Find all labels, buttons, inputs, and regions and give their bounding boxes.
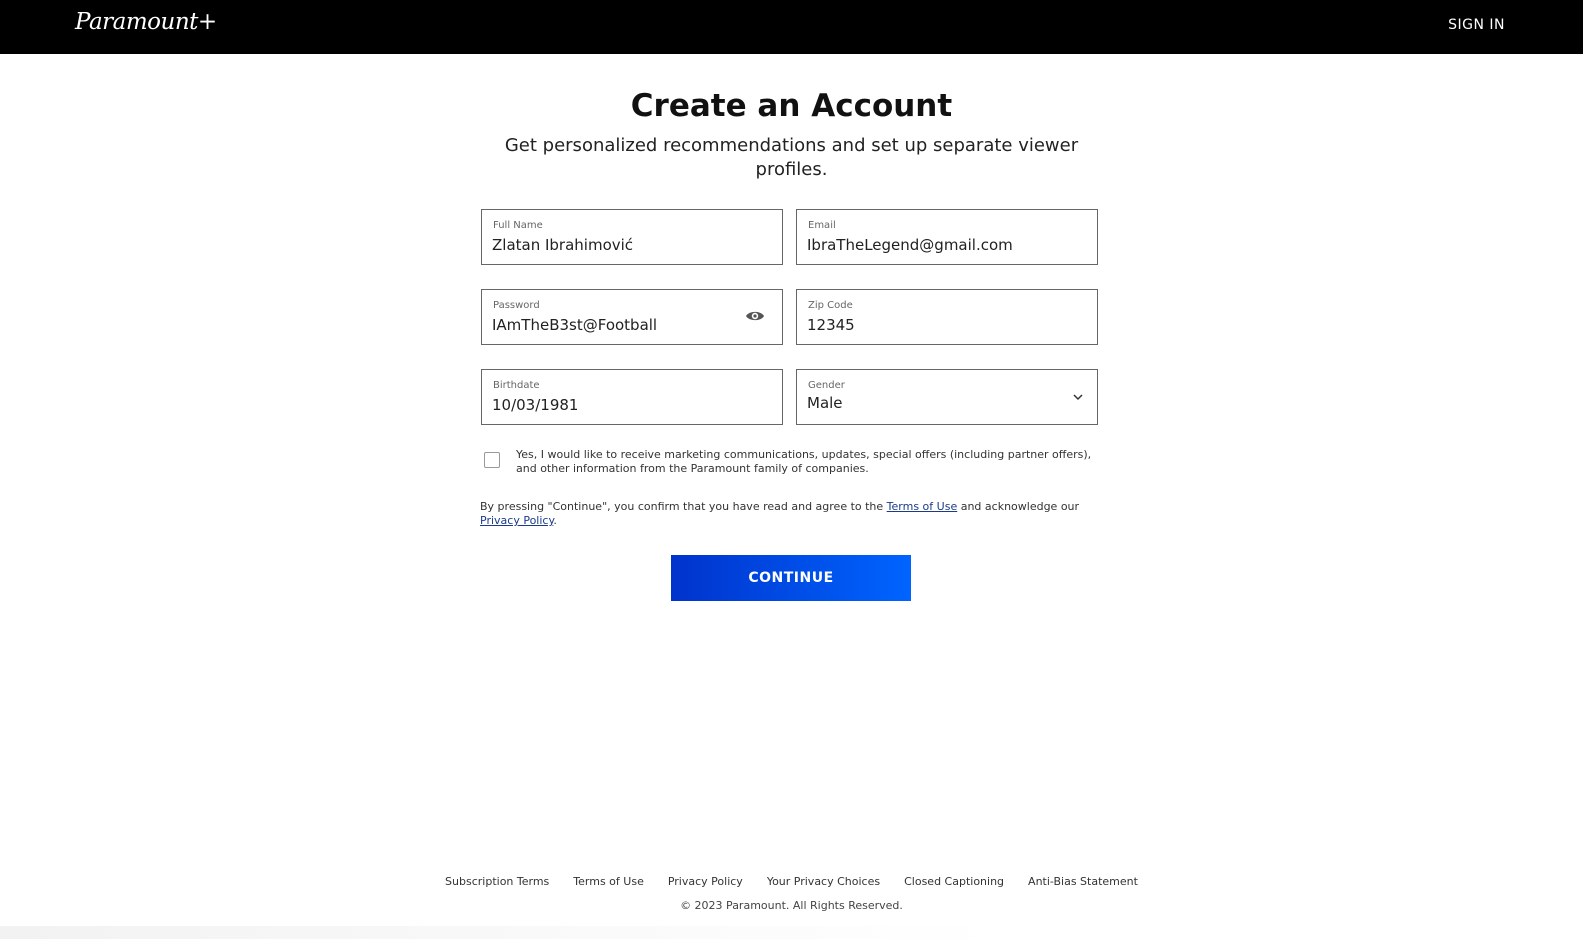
copyright-text: © 2023 Paramount. All Rights Reserved. <box>680 899 903 912</box>
password-field[interactable] <box>481 289 783 345</box>
birthdate-value[interactable]: 10/03/1981 <box>492 396 579 414</box>
zip-code-label: Zip Code <box>808 300 853 311</box>
terms-of-use-link[interactable]: Terms of Use <box>886 500 958 513</box>
marketing-consent-checkbox[interactable] <box>484 452 500 468</box>
footer-link-subscription-terms[interactable]: Subscription Terms <box>445 875 550 888</box>
continue-button[interactable]: CONTINUE <box>671 555 911 601</box>
password-value[interactable]: IAmTheB3st@Football <box>492 316 658 334</box>
full-name-value[interactable]: Zlatan Ibrahimović <box>492 236 634 254</box>
legal-middle: and acknowledge our <box>957 500 1080 513</box>
full-name-label: Full Name <box>493 220 543 231</box>
birthdate-field[interactable] <box>481 369 783 425</box>
birthdate-label: Birthdate <box>493 380 540 391</box>
footer-link-closed-captioning[interactable]: Closed Captioning <box>904 875 1005 888</box>
password-label: Password <box>493 300 540 311</box>
footer-links <box>0 875 1583 888</box>
legal-suffix: . <box>553 514 557 527</box>
email-field[interactable] <box>796 209 1098 265</box>
legal-prefix: By pressing "Continue", you confirm that you have read and agree to the <box>480 500 887 513</box>
page-subtitle: Get personalized recommendations and set up separate viewer profiles. <box>504 135 1079 180</box>
gender-value: Male <box>807 394 843 412</box>
email-value[interactable]: IbraTheLegend@gmail.com <box>807 236 1013 254</box>
footer-link-privacy-policy[interactable]: Privacy Policy <box>667 875 743 888</box>
gender-label: Gender <box>808 380 845 391</box>
eye-icon[interactable] <box>745 309 765 323</box>
footer-link-privacy-choices[interactable]: Your Privacy Choices <box>766 875 881 888</box>
chevron-down-icon[interactable] <box>1071 390 1085 404</box>
footer-link-terms-of-use[interactable]: Terms of Use <box>573 875 644 888</box>
privacy-policy-link[interactable]: Privacy Policy <box>480 514 554 527</box>
footer-link-anti-bias-statement[interactable]: Anti-Bias Statement <box>1028 875 1138 888</box>
full-name-field[interactable] <box>481 209 783 265</box>
bottom-shadow <box>0 926 1000 939</box>
marketing-consent-text: Yes, I would like to receive marketing communications, updates, special offers (including partner offers), and other information from the Paramount family of companies. <box>516 448 1092 475</box>
zip-code-value[interactable]: 12345 <box>807 316 855 334</box>
legal-notice <box>480 500 1105 528</box>
top-nav-bar <box>0 0 1583 54</box>
page-title: Create an Account <box>630 88 953 124</box>
paramount-plus-logo[interactable]: Paramount+ <box>75 9 217 35</box>
email-label: Email <box>808 220 836 231</box>
sign-in-link[interactable]: SIGN IN <box>1448 17 1505 33</box>
gender-select[interactable] <box>796 369 1098 425</box>
zip-code-field[interactable] <box>796 289 1098 345</box>
